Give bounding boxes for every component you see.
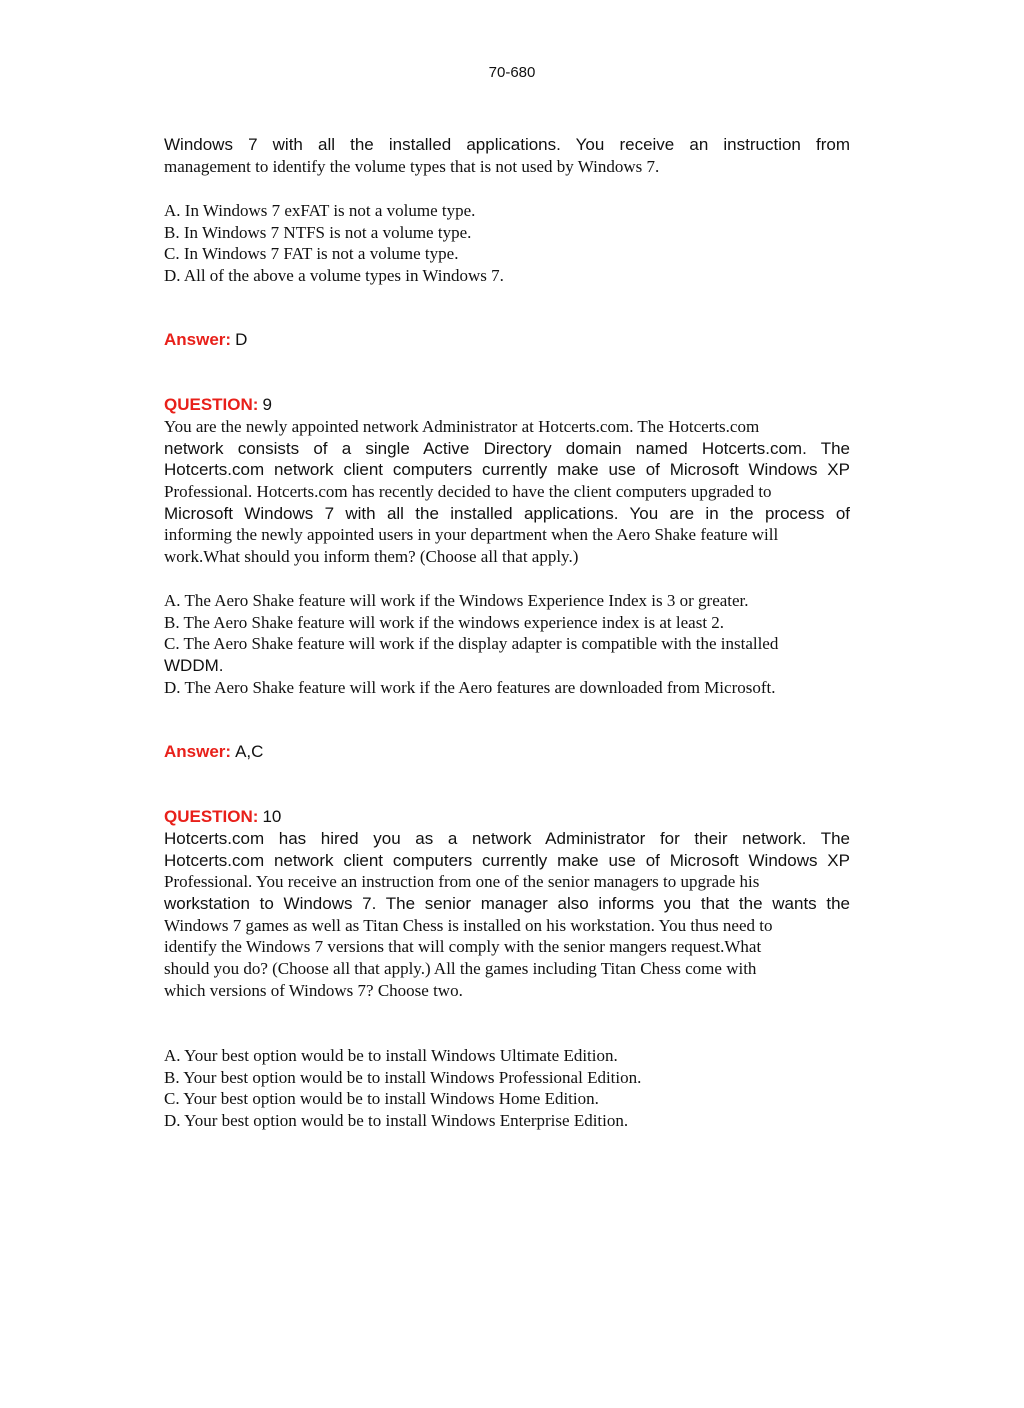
question-text-line: Windows 7 with all the installed applications. You receive an instruction from [164, 135, 850, 154]
answer-option-c-continued: WDDM. [164, 656, 224, 676]
question-text-line: Hotcerts.com network client computers currently make use of Microsoft Windows XP [164, 850, 850, 870]
question-label: QUESTION: [164, 807, 259, 826]
answer-option-d: D. The Aero Shake feature will work if the Aero features are downloaded from Microsoft. [164, 677, 776, 697]
question-text-line: identify the Windows 7 versions that will comply with the senior mangers request.What [164, 937, 762, 957]
question-label: QUESTION: [164, 395, 259, 414]
question-text-line: which versions of Windows 7? Choose two. [164, 980, 463, 1000]
question-text-line: should you do? (Choose all that apply.) All the games including Titan Chess come with [164, 959, 757, 979]
question-text-line: You are the newly appointed network Administrator at Hotcerts.com. The Hotcerts.com [164, 417, 760, 436]
answer-option-b: B. Your best option would be to install Windows Professional Edition. [164, 1067, 642, 1087]
question-text-line: work.What should you inform them? (Choose all that apply.) [164, 547, 579, 567]
answer-option-c: C. The Aero Shake feature will work if the display adapter is compatible with the installed [164, 634, 779, 654]
question-10 [164, 806, 850, 1002]
answer-option-c: C. Your best option would be to install Windows Home Edition. [164, 1089, 599, 1109]
question-text-line: Professional. You receive an instruction from one of the senior managers to upgrade his [164, 872, 760, 892]
question-8-options [164, 200, 850, 287]
question-9 [164, 394, 850, 568]
question-text-line: informing the newly appointed users in your department when the Aero Shake feature will [164, 525, 779, 545]
question-text-line: workstation to Windows 7. The senior manager also informs you that the wants the [164, 894, 850, 914]
question-text-line: Hotcerts.com network client computers currently make use of Microsoft Windows XP [164, 460, 850, 480]
question-number: 10 [262, 807, 282, 826]
question-9-answer [164, 741, 850, 763]
answer-option-d: D. All of the above a volume types in Windows 7. [164, 266, 504, 286]
question-8-answer [164, 329, 850, 351]
answer-option-c: C. In Windows 7 FAT is not a volume type. [164, 244, 459, 264]
answer-label: Answer: [164, 330, 232, 349]
question-text-line: Microsoft Windows 7 with all the installed applications. You are in the process of [164, 503, 850, 523]
answer-option-b: B. The Aero Shake feature will work if the windows experience index is at least 2. [164, 612, 725, 632]
question-text-line: Windows 7 games as well as Titan Chess is installed on his workstation. You thus need to [164, 915, 773, 935]
answer-option-a: A. In Windows 7 exFAT is not a volume type. [164, 201, 476, 220]
answer-option-a: A. The Aero Shake feature will work if the Windows Experience Index is 3 or greater. [164, 591, 749, 610]
question-text-line: network consists of a single Active Directory domain named Hotcerts.com. The [164, 438, 850, 458]
answer-value: A,C [235, 742, 264, 761]
question-9-options [164, 590, 850, 698]
question-text-line: Professional. Hotcerts.com has recently decided to have the client computers upgraded to [164, 482, 772, 502]
question-text-line: management to identify the volume types that is not used by Windows 7. [164, 156, 660, 176]
question-8-continuation [164, 134, 850, 177]
answer-label: Answer: [164, 742, 232, 761]
answer-option-d: D. Your best option would be to install Windows Enterprise Edition. [164, 1111, 629, 1131]
answer-option-b: B. In Windows 7 NTFS is not a volume type. [164, 222, 472, 242]
question-number: 9 [262, 395, 272, 414]
question-10-options [164, 1045, 850, 1132]
page-header-code: 70-680 [488, 64, 536, 81]
answer-option-a: A. Your best option would be to install Windows Ultimate Edition. [164, 1046, 618, 1065]
answer-value: D [235, 330, 248, 349]
question-text-line: Hotcerts.com has hired you as a network Administrator for their network. The [164, 829, 850, 848]
